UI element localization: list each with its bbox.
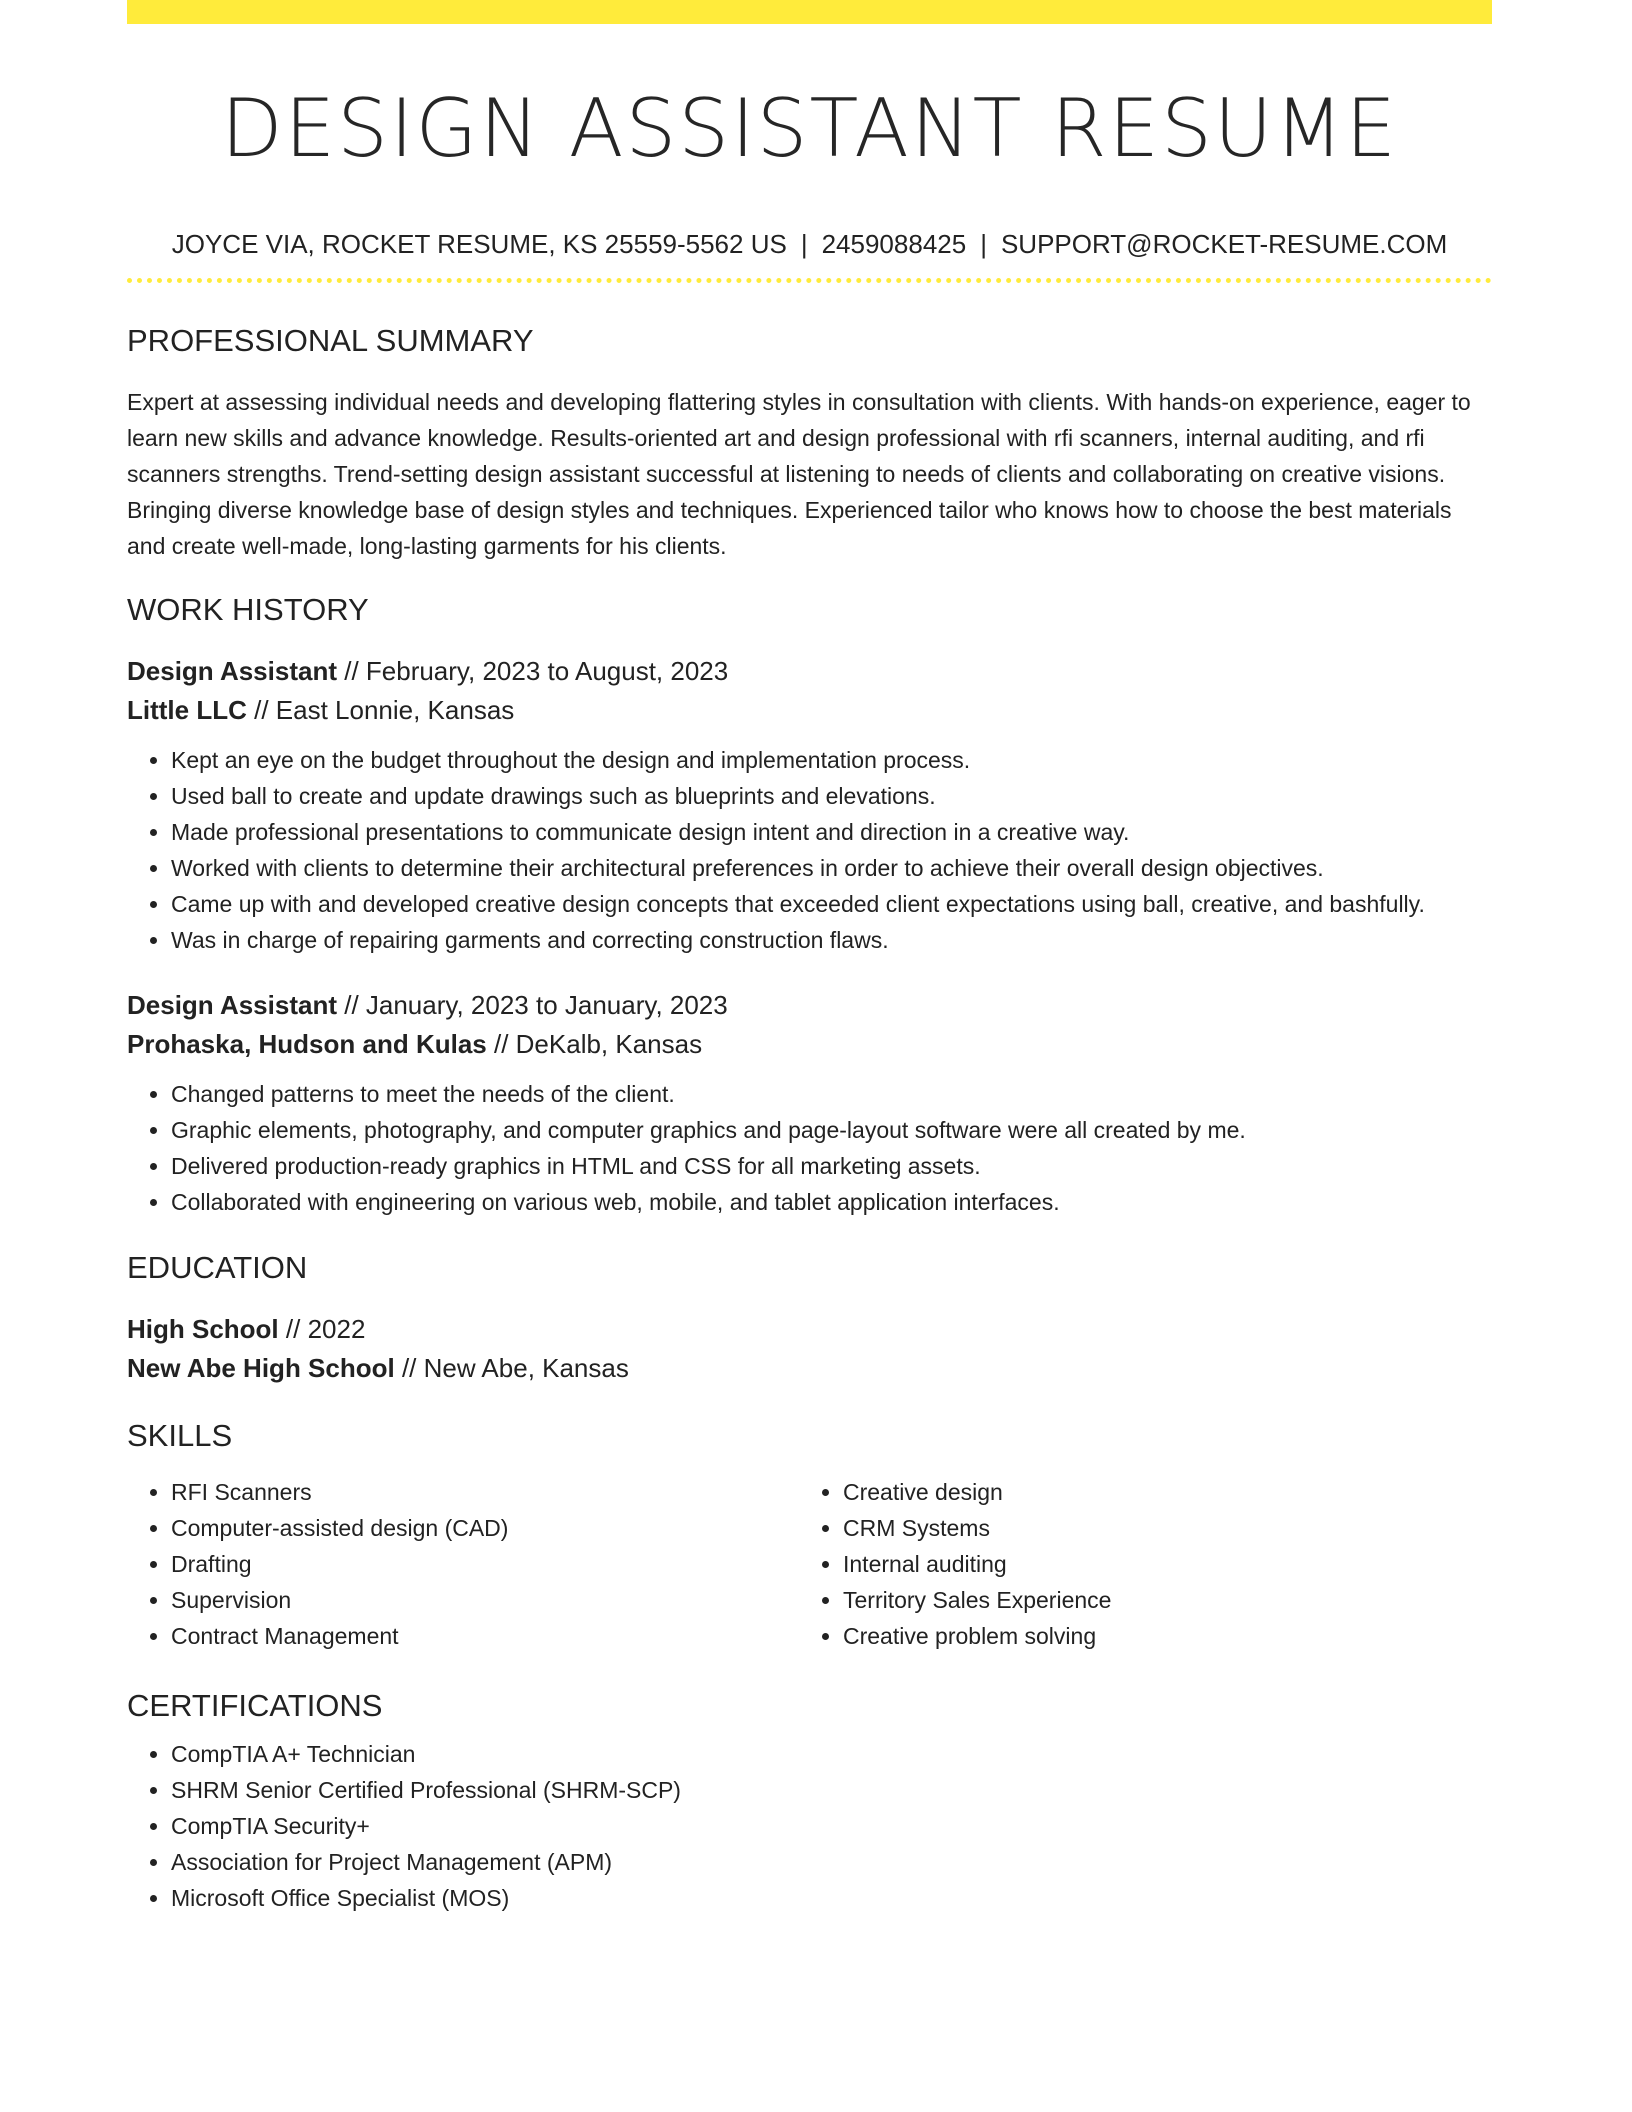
job-bullet-list <box>127 742 1492 958</box>
certifications-list <box>127 1736 1492 1916</box>
skill-item: • Drafting <box>171 1546 799 1582</box>
job-location: // East Lonnie, Kansas <box>254 695 515 725</box>
contact-separator: | <box>980 229 987 259</box>
skill-item: • CRM Systems <box>843 1510 1492 1546</box>
skill-item: • Computer-assisted design (CAD) <box>171 1510 799 1546</box>
job-entry <box>127 652 1492 958</box>
contact-email: SUPPORT@ROCKET-RESUME.COM <box>1000 229 1448 259</box>
summary-text: Expert at assessing individual needs and developing flattering styles in consultation with clients. With hands-on experience, eager to learn new skills and advance knowledge. Results-oriented art and design professional with rfi scanners, internal auditing, and rfi scanners strengths. Trend-setting design assistant successful at listening to needs of clients and collaborating on creative visions. Bringing diverse knowledge base of design styles and techniques. Experienced tailor who knows how to choose the best materials and create well-made, long-lasting garments for his clients. <box>127 389 1471 559</box>
contact-separator: | <box>800 229 808 259</box>
contact-phone: 2459088425 <box>821 229 967 259</box>
skill-item: • Territory Sales Experience <box>843 1582 1492 1618</box>
job-bullet: • Changed patterns to meet the needs of the client. <box>171 1076 1492 1112</box>
education-degree-line <box>127 1310 1492 1349</box>
job-company-line <box>127 1025 1492 1064</box>
job-dates: // January, 2023 to January, 2023 <box>344 990 728 1020</box>
education-location: // New Abe, Kansas <box>401 1353 629 1383</box>
job-bullet: • Worked with clients to determine their architectural preferences in order to achieve their overall design objectives. <box>171 850 1492 886</box>
skill-item: • Creative problem solving <box>843 1618 1492 1654</box>
job-title-line <box>127 652 1492 691</box>
certification-item: • CompTIA A+ Technician <box>171 1736 1492 1772</box>
skills-heading: SKILLS <box>127 1418 233 1453</box>
job-title: Design Assistant <box>127 656 337 686</box>
job-bullet-list <box>127 1076 1492 1220</box>
resume-title: DESIGN ASSISTANT RESUME <box>220 82 1398 175</box>
education-heading: EDUCATION <box>127 1250 308 1285</box>
education-degree: High School <box>127 1314 279 1344</box>
skills-list-left <box>127 1474 799 1654</box>
job-company: Prohaska, Hudson and Kulas <box>127 1029 487 1059</box>
certification-item: • Association for Project Management (APM) <box>171 1844 1492 1880</box>
skill-item: • Creative design <box>843 1474 1492 1510</box>
job-bullet: • Made professional presentations to communicate design intent and direction in a creative way. <box>171 814 1492 850</box>
work-history-heading: WORK HISTORY <box>127 592 369 627</box>
job-bullet: • Collaborated with engineering on various web, mobile, and tablet application interfaces. <box>171 1184 1492 1220</box>
contact-line <box>127 228 1492 260</box>
education-school: New Abe High School <box>127 1353 395 1383</box>
contact-address: JOYCE VIA, ROCKET RESUME, KS 25559-5562 US <box>171 229 787 259</box>
certification-item: • SHRM Senior Certified Professional (SHRM-SCP) <box>171 1772 1492 1808</box>
job-location: // DeKalb, Kansas <box>493 1029 703 1059</box>
summary-heading: PROFESSIONAL SUMMARY <box>127 323 534 358</box>
skill-item: • Supervision <box>171 1582 799 1618</box>
skills-columns <box>127 1474 1492 1654</box>
job-title-line <box>127 986 1492 1025</box>
skill-item: • RFI Scanners <box>171 1474 799 1510</box>
education-year: // 2022 <box>285 1314 366 1344</box>
job-company-line <box>127 691 1492 730</box>
dotted-divider <box>127 278 1492 283</box>
job-title: Design Assistant <box>127 990 337 1020</box>
certifications-heading: CERTIFICATIONS <box>127 1688 383 1723</box>
certification-item: • Microsoft Office Specialist (MOS) <box>171 1880 1492 1916</box>
job-bullet: • Used ball to create and update drawings such as blueprints and elevations. <box>171 778 1492 814</box>
job-dates: // February, 2023 to August, 2023 <box>344 656 729 686</box>
skill-item: • Contract Management <box>171 1618 799 1654</box>
resume-page <box>127 0 1492 1916</box>
job-company: Little LLC <box>127 695 247 725</box>
job-bullet: • Delivered production-ready graphics in HTML and CSS for all marketing assets. <box>171 1148 1492 1184</box>
job-bullet: • Kept an eye on the budget throughout the design and implementation process. <box>171 742 1492 778</box>
skill-item: • Internal auditing <box>843 1546 1492 1582</box>
skills-list-right <box>799 1474 1492 1654</box>
job-bullet: • Graphic elements, photography, and computer graphics and page-layout software were all created by me. <box>171 1112 1492 1148</box>
job-bullet: • Came up with and developed creative design concepts that exceeded client expectations using ball, creative, and bashfully. <box>171 886 1492 922</box>
job-bullet: • Was in charge of repairing garments and correcting construction flaws. <box>171 922 1492 958</box>
job-entry <box>127 986 1492 1220</box>
certification-item: • CompTIA Security+ <box>171 1808 1492 1844</box>
education-school-line <box>127 1349 1492 1388</box>
